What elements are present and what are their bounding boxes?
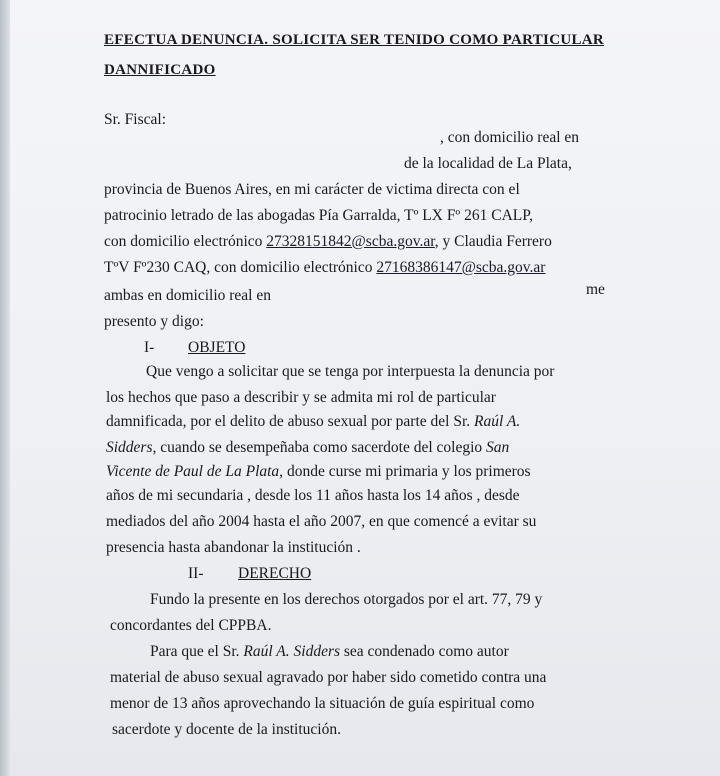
paragraph-1-line-6-text: TºV Fº230 CAQ, con domicilio electrónico	[104, 259, 377, 276]
email-link-pia-garralda[interactable]: 27328151842@scba.gov.ar	[266, 233, 435, 250]
section-2-heading: DERECHO	[238, 565, 312, 582]
section-2-number: II-	[188, 565, 204, 582]
salutation: Sr. Fiscal:	[104, 111, 167, 128]
section-2-line-3-text-b: sea condenado como autor	[340, 643, 509, 660]
paragraph-1-line-6	[104, 258, 545, 278]
section-2-line-1: Fundo la presente en los derechos otorgados por el art. 77, 79 y	[150, 591, 543, 608]
section-1-line-7: mediados del año 2004 hasta el año 2007, en que comencé a evitar su	[106, 513, 537, 530]
section-1-line-4-text: cuando se desempeñaba como sacerdote del colegio	[156, 439, 487, 456]
section-1-number: I-	[144, 339, 155, 356]
paragraph-1-line-7: ambas en domicilio real en	[104, 287, 271, 304]
paragraph-1-line-7-me: me	[586, 281, 605, 298]
page-edge-shadow	[0, 0, 10, 776]
paragraph-1-line-5	[104, 232, 552, 252]
paragraph-1-line-4: patrocinio letrado de las abogadas Pía Garralda, Tº LX Fº 261 CALP,	[104, 207, 534, 224]
section-1-line-6: años de mi secundaria , desde los 11 años hasta los 14 años , desde	[106, 487, 520, 504]
section-2-line-3	[150, 642, 509, 662]
paragraph-1-line-8: presento y digo:	[104, 313, 204, 330]
section-1-line-4	[106, 438, 509, 458]
paragraph-1-line-1: , con domicilio real en	[440, 129, 580, 146]
section-1-line-3-text: damnificada, por el delito de abuso sexual por parte del Sr.	[106, 413, 475, 430]
section-2-line-6: sacerdote y docente de la institución.	[112, 721, 341, 738]
paragraph-1-line-5-text: con domicilio electrónico	[104, 233, 267, 250]
section-2-line-5: menor de 13 años aprovechando la situación de guía espiritual como	[110, 695, 535, 712]
paragraph-1-line-3: provincia de Buenos Aires, en mi carácter de victima directa con el	[104, 181, 520, 198]
section-1-heading: OBJETO	[188, 339, 246, 356]
section-1-line-2: los hechos que paso a describir y se admita mi rol de particular	[106, 389, 496, 406]
section-1-line-1: Que vengo a solicitar que se tenga por interpuesta la denuncia por	[146, 363, 555, 380]
section-2-line-4: material de abuso sexual agravado por haber sido cometido contra una	[110, 669, 547, 686]
accused-surname: Sidders,	[106, 439, 157, 456]
school-name-part-2: Vicente de Paul de La Plata,	[106, 463, 284, 480]
section-1-line-5	[106, 462, 531, 482]
section-1-line-5-text: donde curse mi primaria y los primeros	[283, 463, 531, 480]
section-1-line-8: presencia hasta abandonar la institución .	[106, 539, 361, 556]
paragraph-1-line-2: de la localidad de La Plata,	[404, 155, 572, 172]
paragraph-1-line-5-text-b: , y Claudia Ferrero	[434, 233, 552, 250]
section-2-line-2: concordantes del CPPBA.	[110, 617, 272, 634]
accused-full-name: Raúl A. Sidders	[243, 643, 341, 660]
document-title-line-2: DANNIFICADO	[104, 62, 216, 78]
section-2-line-3-text: Para que el Sr.	[150, 643, 244, 660]
school-name-part-1: San	[486, 439, 510, 456]
document-title-line-1: EFECTUA DENUNCIA. SOLICITA SER TENIDO COMO PARTICULAR	[104, 32, 605, 48]
email-link-claudia-ferrero[interactable]: 27168386147@scba.gov.ar	[376, 259, 546, 276]
accused-name: Raúl A.	[474, 413, 521, 430]
section-1-line-3	[106, 412, 520, 432]
